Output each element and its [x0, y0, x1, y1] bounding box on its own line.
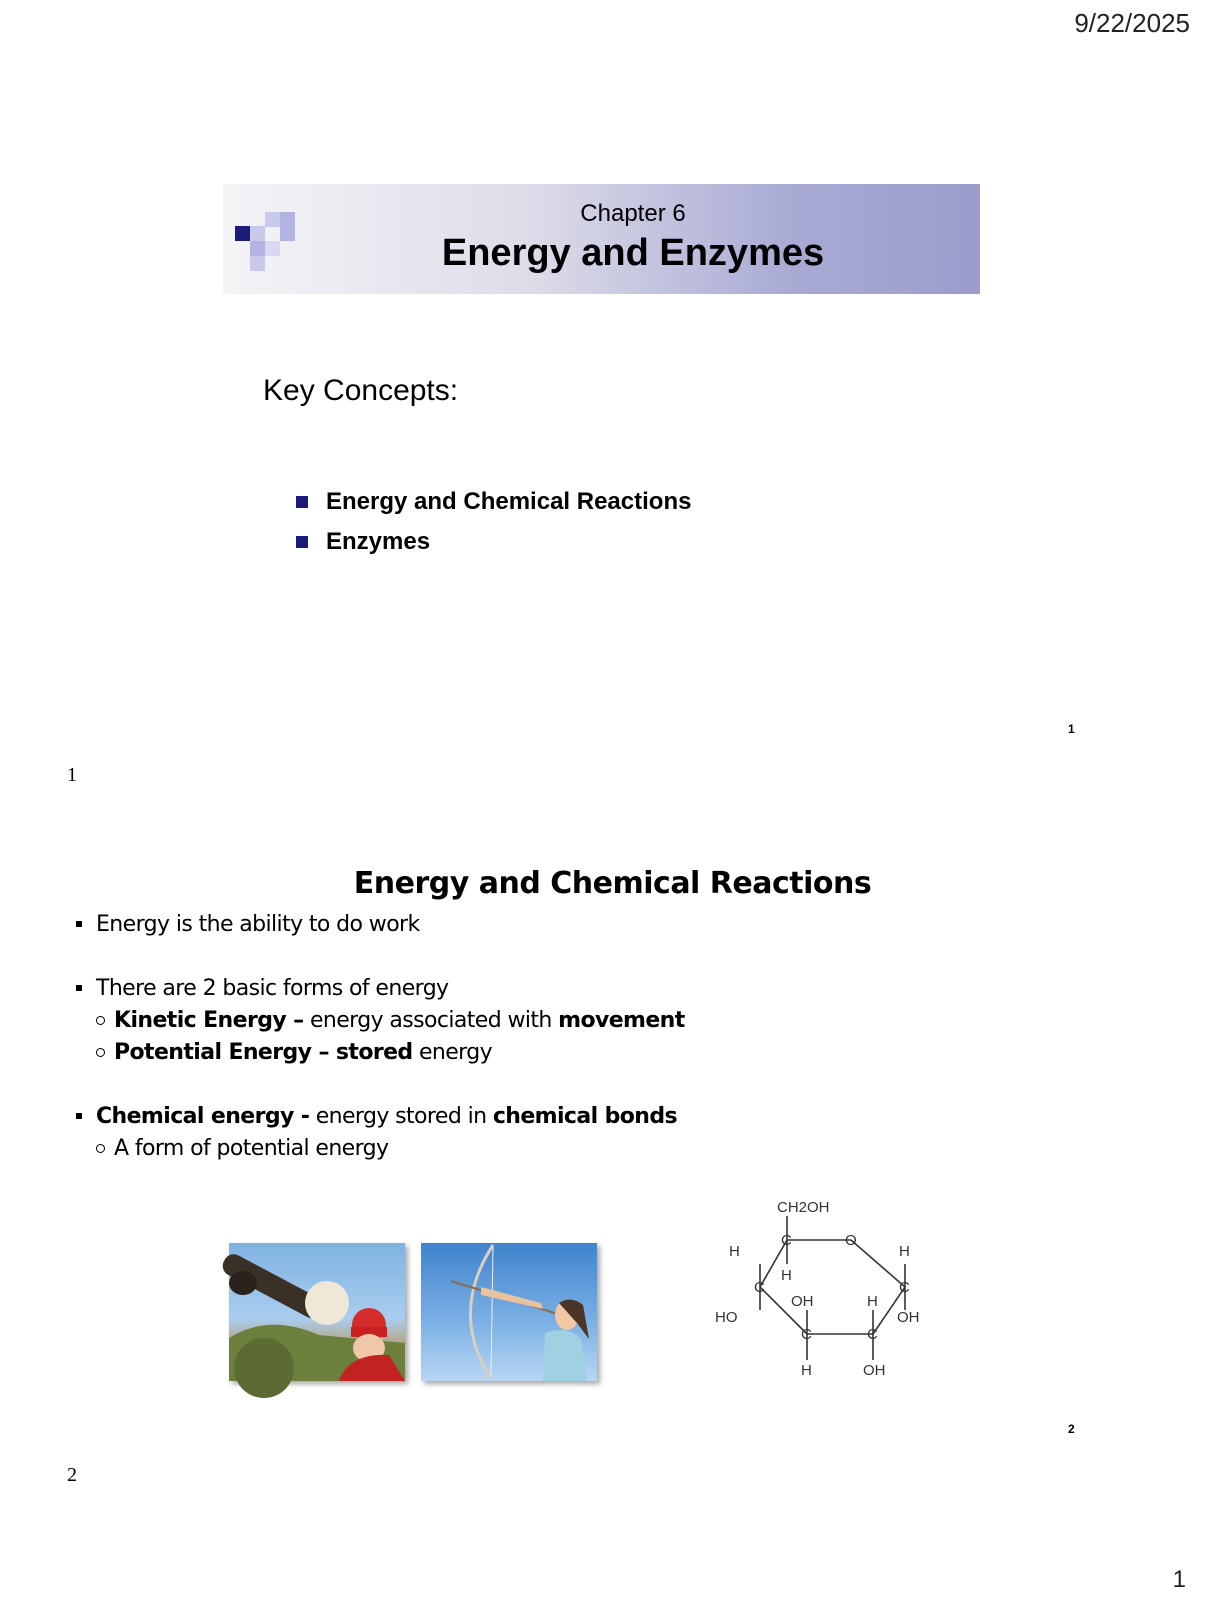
batter-photo [229, 1243, 405, 1381]
oh-label: OH [791, 1293, 814, 1310]
circle-bullet-icon [96, 1016, 105, 1025]
bullet-icon [76, 985, 82, 991]
term: chemical bonds [492, 1103, 677, 1129]
definition: energy [412, 1039, 493, 1065]
archer-photo [421, 1243, 597, 1381]
page-number: 1 [1172, 1566, 1186, 1593]
key-concepts-list [296, 482, 691, 562]
key-concepts-heading: Key Concepts: [263, 374, 459, 407]
slide-number: 2 [1068, 1422, 1075, 1436]
bullet-line [74, 1100, 685, 1132]
list-item [296, 482, 691, 522]
term: Chemical energy - [96, 1103, 310, 1129]
carbon-label: C [754, 1279, 765, 1296]
hydrogen-label: H [729, 1243, 740, 1260]
chapter-label: Chapter 6 [580, 200, 686, 227]
oh-label: OH [863, 1362, 886, 1379]
carbon-label: C [801, 1326, 812, 1343]
ch2oh-label: CH2OH [777, 1199, 830, 1216]
list-item [296, 522, 691, 562]
term: movement [558, 1007, 685, 1033]
hydrogen-label: H [781, 1267, 792, 1284]
term: Kinetic Energy – [114, 1007, 304, 1033]
ho-label: HO [715, 1309, 738, 1326]
bullet-line [74, 972, 685, 1004]
circle-bullet-icon [96, 1144, 105, 1153]
bullet-icon [76, 921, 82, 927]
definition: energy stored in [309, 1103, 493, 1129]
concept-text: Enzymes [326, 528, 431, 555]
slide-number: 1 [1068, 722, 1075, 736]
slide-label: 1 [67, 764, 77, 786]
sub-bullet-line [74, 1132, 685, 1164]
square-bullet-icon [296, 496, 308, 508]
hydrogen-label: H [867, 1293, 878, 1310]
slide-title: Energy and Enzymes [441, 232, 825, 274]
bullet-text: There are 2 basic forms of energy [96, 975, 449, 1001]
oh-label: OH [897, 1309, 920, 1326]
sub-bullet-line [74, 1036, 685, 1068]
term: Potential Energy – stored [114, 1039, 413, 1065]
print-date: 9/22/2025 [1074, 8, 1190, 38]
hydrogen-label: H [899, 1243, 910, 1260]
concept-text: Energy and Chemical Reactions [326, 488, 692, 515]
slide-body [74, 908, 685, 1164]
slide-label: 2 [67, 1464, 77, 1486]
bullet-text: A form of potential energy [114, 1135, 389, 1161]
sub-bullet-line [74, 1004, 685, 1036]
glucose-structure-diagram [715, 1192, 945, 1387]
carbon-label: C [781, 1232, 792, 1249]
carbon-label: C [899, 1279, 910, 1296]
hydrogen-label: H [801, 1362, 812, 1379]
definition: energy associated with [303, 1007, 559, 1033]
ring-oxygen-label: O [845, 1232, 857, 1249]
carbon-label: C [867, 1326, 878, 1343]
bullet-line [74, 908, 685, 940]
square-bullet-icon [296, 536, 308, 548]
bullet-text: Energy is the ability to do work [96, 911, 420, 937]
slide-title: Energy and Chemical Reactions [353, 866, 872, 901]
bullet-icon [76, 1113, 82, 1119]
circle-bullet-icon [96, 1048, 105, 1057]
